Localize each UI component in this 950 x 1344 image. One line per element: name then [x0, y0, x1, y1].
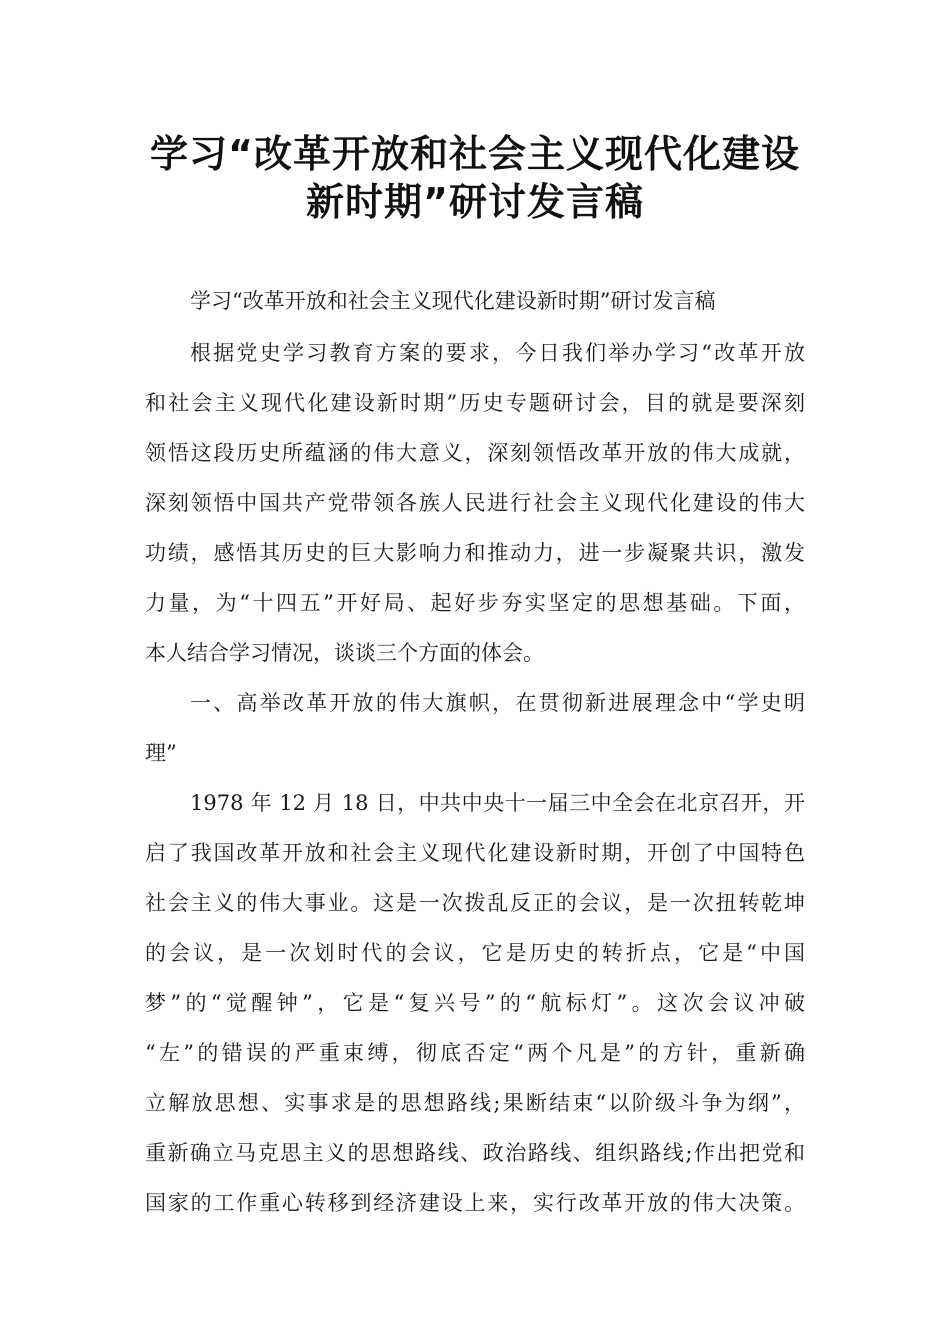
paragraph-line: 立解放思想、实事求是的思想路线;果断结束“以阶级斗争为纲”， — [145, 1091, 805, 1115]
subtitle-line: 学习“改革开放和社会主义现代化建设新时期”研讨发言稿 — [190, 289, 716, 313]
paragraph-line: 1978 年 12 月 18 日，中共中央十一届三中全会在北京召开，开 — [190, 791, 805, 815]
paragraph-line: 国家的工作重心转移到经济建设上来，实行改革开放的伟大决策。 — [145, 1191, 805, 1215]
section-heading-line: 理” — [145, 741, 177, 765]
paragraph-line: 深刻领悟中国共产党带领各族人民进行社会主义现代化建设的伟大 — [145, 491, 805, 515]
section-heading-line: 一、高举改革开放的伟大旗帜，在贯彻新进展理念中“学史明 — [190, 691, 805, 715]
paragraph-line: 社会主义的伟大事业。这是一次拨乱反正的会议，是一次扭转乾坤 — [145, 891, 805, 915]
paragraph-line: 力量，为“十四五”开好局、起好步夯实坚定的思想基础。下面， — [145, 591, 805, 615]
paragraph-line: 和社会主义现代化建设新时期”历史专题研讨会，目的就是要深刻 — [145, 391, 805, 415]
paragraph-line: 根据党史学习教育方案的要求，今日我们举办学习“改革开放 — [190, 341, 805, 365]
paragraph-line: 梦”的“觉醒钟”，它是“复兴号”的“航标灯”。这次会议冲破 — [145, 991, 805, 1015]
paragraph-line: 领悟这段历史所蕴涵的伟大意义，深刻领悟改革开放的伟大成就， — [145, 441, 805, 465]
paragraph-line: 的会议，是一次划时代的会议，它是历史的转折点，它是“中国 — [145, 941, 805, 965]
paragraph-line: 本人结合学习情况，谈谈三个方面的体会。 — [145, 641, 544, 665]
paragraph-line: 功绩，感悟其历史的巨大影响力和推动力，进一步凝聚共识，激发 — [145, 541, 805, 565]
document-title-line-1: 学习“改革开放和社会主义现代化建设 — [150, 132, 800, 176]
document-title-line-2: 新时期”研讨发言稿 — [306, 180, 644, 224]
paragraph-line: 启了我国改革开放和社会主义现代化建设新时期，开创了中国特色 — [145, 841, 805, 865]
paragraph-line: “左”的错误的严重束缚，彻底否定“两个凡是”的方针，重新确 — [145, 1041, 805, 1065]
paragraph-line: 重新确立马克思主义的思想路线、政治路线、组织路线;作出把党和 — [145, 1141, 805, 1165]
